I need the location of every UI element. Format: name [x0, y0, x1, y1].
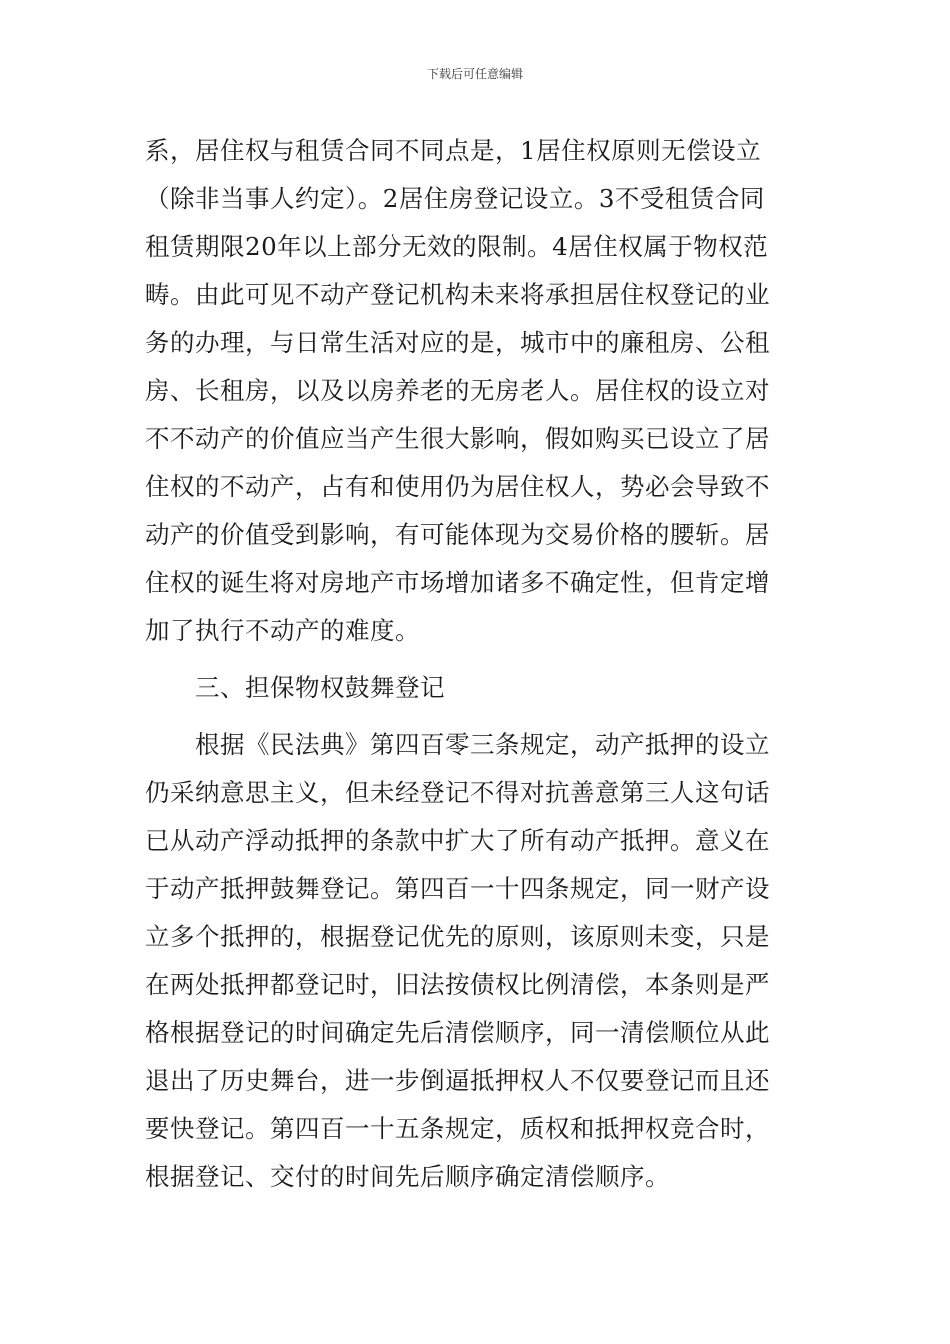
- text-line: 不不动产的价值应当产生很大影响，假如购买已设立了居: [145, 424, 770, 453]
- text-line: 要快登记。第四百一十五条规定，质权和抵押权竞合时，: [145, 1114, 770, 1143]
- text-line: 于动产抵押鼓舞登记。第四百一十四条规定，同一财产设: [145, 874, 770, 903]
- page-header: 下载后可任意编辑: [426, 67, 523, 81]
- text-line: 立多个抵押的，根据登记优先的原则，该原则未变，只是: [145, 922, 770, 951]
- text-line: 系，居住权与租赁合同不同点是，1居住权原则无偿设立: [145, 136, 762, 165]
- text-line: 退出了历史舞台，进一步倒逼抵押权人不仅要登记而且还: [145, 1066, 770, 1095]
- text-line: 根据《民法典》第四百零三条规定，动产抵押的设立: [195, 730, 770, 759]
- text-line: 加了执行不动产的难度。: [145, 616, 420, 645]
- text-line: （除非当事人约定）。2居住房登记设立。3不受租赁合同: [145, 184, 765, 213]
- text-line: 动产的价值受到影响，有可能体现为交易价格的腰斩。居: [145, 520, 770, 549]
- text-line: 租赁期限20年以上部分无效的限制。4居住权属于物权范: [145, 232, 769, 261]
- text-line: 务的办理，与日常生活对应的是，城市中的廉租房、公租: [145, 328, 770, 357]
- text-line: 在两处抵押都登记时，旧法按债权比例清偿，本条则是严: [145, 970, 770, 999]
- text-line: 根据登记、交付的时间先后顺序确定清偿顺序。: [145, 1162, 670, 1191]
- text-line: 畴。由此可见不动产登记机构未来将承担居住权登记的业: [145, 280, 770, 309]
- text-line: 房、长租房，以及以房养老的无房老人。居住权的设立对: [145, 376, 770, 405]
- text-line: 住权的不动产，占有和使用仍为居住权人，势必会导致不: [145, 472, 770, 501]
- text-line: 格根据登记的时间确定先后清偿顺序，同一清偿顺位从此: [145, 1018, 770, 1047]
- section-heading: 三、担保物权鼓舞登记: [195, 673, 445, 702]
- text-line: 已从动产浮动抵押的条款中扩大了所有动产抵押。意义在: [145, 826, 770, 855]
- text-line: 住权的诞生将对房地产市场增加诸多不确定性，但肯定增: [145, 568, 770, 597]
- text-line: 仍采纳意思主义，但未经登记不得对抗善意第三人这句话: [145, 778, 770, 807]
